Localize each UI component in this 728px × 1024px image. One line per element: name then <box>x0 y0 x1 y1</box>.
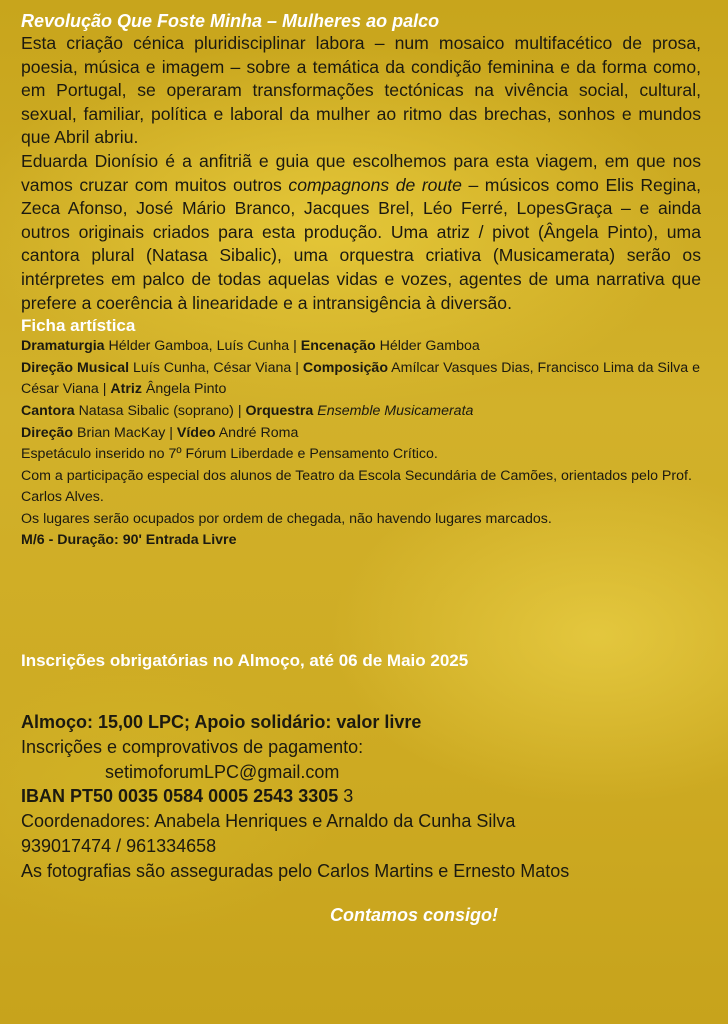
encenacao-label: Encenação <box>300 338 376 355</box>
show-title: Revolução Que Foste Minha – Mulheres ao palco <box>21 11 440 31</box>
phone-numbers: 939017474 / 961334658 <box>21 835 217 856</box>
credits-line-3 <box>21 401 701 423</box>
atriz-value: Ângela Pinto <box>145 381 227 398</box>
composicao-label: Composição <box>302 359 388 376</box>
cantora-value: Natasa Sibalic (soprano) <box>78 402 234 419</box>
iban-line <box>21 784 701 809</box>
separator: | <box>102 381 107 398</box>
credits-line-2 <box>21 358 701 401</box>
separator: | <box>169 424 173 441</box>
iban-number: IBAN PT50 0035 0584 0005 2543 3305 <box>21 786 339 807</box>
atriz-label: Atriz <box>110 381 142 398</box>
iban-tail: 3 <box>338 786 354 807</box>
closing-line: Contamos consigo! <box>330 905 499 925</box>
cantora-label: Cantora <box>21 402 75 419</box>
dramaturgia-label: Dramaturgia <box>21 338 105 355</box>
intro-p2-italic: compagnons de route <box>288 174 462 195</box>
video-value: André Roma <box>218 424 299 441</box>
intro-p2-start: Eduarda Dionísio é a anfitriã e guia que escolhemos para esta viagem, em que nos vamos cruzar com muitos outros <box>21 150 701 195</box>
photo-credits: As fotografias são asseguradas pelo Carlos Martins e Ernesto Matos <box>21 860 570 881</box>
encenacao-value: Hélder Gamboa <box>379 338 480 355</box>
registration-notice: Inscrições obrigatórias no Almoço, até 06 de Maio 2025 <box>21 651 469 670</box>
dramaturgia-value: Hélder Gamboa, Luís Cunha <box>108 338 290 355</box>
credits-line-4 <box>21 423 701 445</box>
registration-label: Inscrições e comprovativos de pagamento: <box>21 736 364 757</box>
duration-note: M/6 - Duração: 90' Entrada Livre <box>21 532 237 549</box>
separator: | <box>237 402 242 419</box>
orquestra-label: Orquestra <box>245 402 314 419</box>
intro-p2-rest: – músicos como Elis Regina, Zeca Afonso, José Mário Branco, Jacques Brel, Léo Ferré, LopesGraça – e ainda outros originais criados para esta produção. Uma atriz / pivot (Ângela Pinto), uma cantora plural (Natasa Sibalic), uma orquestra criativa (Musicamerata) serão os intérpretes em palco de todas aquelas vidas e vozes, agentes de uma narrativa que prefere a coerência à linearidade e a intransigência à diversão. <box>21 174 701 313</box>
intro-paragraph-2 <box>21 150 701 315</box>
lunch-price: Almoço: 15,00 LPC; Apoio solidário: valor livre <box>21 712 422 732</box>
direcao-value: Brian MacKay <box>77 424 166 441</box>
separator: | <box>295 359 299 376</box>
email-address[interactable]: setimoforumLPC@gmail.com <box>105 761 340 782</box>
intro-paragraph-1: Esta criação cénica pluridisciplinar labora – num mosaico multifacético de prosa, poesia, música e imagem – sobre a temática da condição feminina e da forma como, em Portugal, se operaram transformações tectónicas na vivência social, cultural, sexual, familiar, política e laboral da mulher ao ritmo das brechas, sonhos e mundos que Abril abriu. <box>21 33 701 148</box>
direcao-label: Direção <box>21 424 74 441</box>
credits-line-1 <box>21 336 701 358</box>
composicao-value: Amílcar Vasques Dias, Francisco Lima da Silva e César Viana <box>21 359 700 398</box>
seating-note: Os lugares serão ocupados por ordem de chegada, não havendo lugares marcados. <box>21 510 552 527</box>
video-label: Vídeo <box>176 424 216 441</box>
contact-block <box>21 710 701 884</box>
credits-block <box>21 336 701 552</box>
ficha-heading: Ficha artística <box>21 316 136 336</box>
coordinators: Coordenadores: Anabela Henriques e Arnaldo da Cunha Silva <box>21 811 516 832</box>
separator: | <box>293 338 297 355</box>
participation-note: Com a participação especial dos alunos de Teatro da Escola Secundária de Camões, orientados pelo Prof. Carlos Alves. <box>21 467 692 506</box>
direcao-musical-value: Luís Cunha, César Viana <box>132 359 292 376</box>
flyer-page <box>21 10 701 925</box>
direcao-musical-label: Direção Musical <box>21 359 130 376</box>
forum-note: Espetáculo inserido no 7º Fórum Liberdade e Pensamento Crítico. <box>21 446 438 463</box>
orquestra-value: Ensemble Musicamerata <box>317 402 474 419</box>
